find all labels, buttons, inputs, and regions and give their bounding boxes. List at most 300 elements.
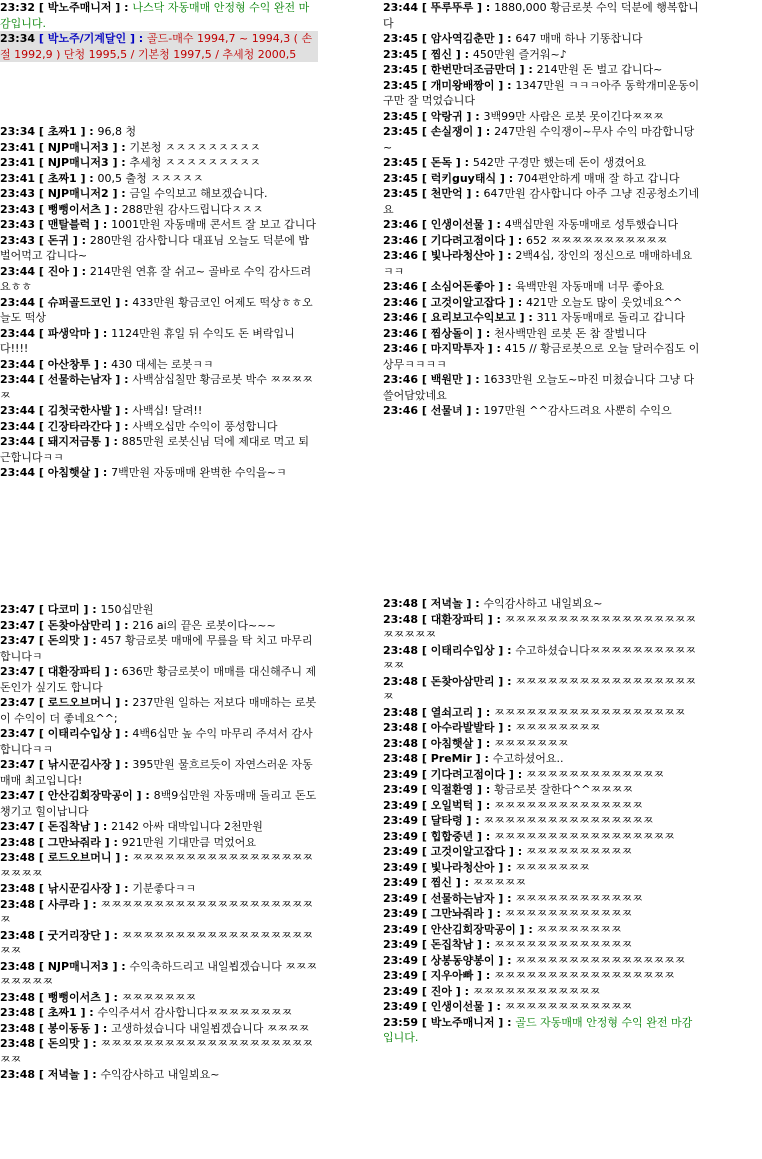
message-nickname[interactable]: [ 돈의맛 ] : [35, 634, 101, 647]
message-text: ㅉㅉㅉㅉㅉㅉㅉㅉㅉㅉㅉㅉㅉㅉㅉㅉㅉ [494, 969, 675, 982]
chat-message [383, 326, 701, 342]
message-time: 23:49 [383, 798, 419, 812]
chat-message [383, 248, 701, 279]
message-nickname[interactable]: [ 안산김회장막공이 ] : [35, 789, 154, 802]
message-time: 23:46 [383, 249, 419, 262]
message-nickname[interactable]: [ 안산김회장막공이 ] : [418, 922, 537, 936]
message-time: 23:48 [0, 882, 36, 895]
message-time: 23:48 [0, 1068, 36, 1081]
message-nickname[interactable]: [ 한번만더조금만더 ] : [418, 63, 537, 76]
message-text: 00,5 출청 ㅈㅈㅈㅈㅈ [97, 171, 204, 185]
chat-message [383, 875, 701, 891]
message-time: 23:44 [0, 404, 36, 417]
message-nickname[interactable]: [ 긴장타라간다 ] : [35, 419, 133, 433]
message-time: 23:47 [0, 758, 36, 771]
message-nickname[interactable]: [ 슈퍼골드코인 ] : [35, 295, 133, 309]
message-nickname[interactable]: [ 마지막투자 ] : [418, 342, 505, 355]
chat-panel-4 [383, 596, 701, 1046]
message-nickname[interactable]: [ 이태리수입상 ] : [418, 643, 516, 657]
chat-message [383, 295, 701, 311]
message-nickname[interactable]: [ 박노주/기계달인 ] : [35, 32, 148, 45]
message-time: 23:47 [0, 665, 36, 678]
message-text: 197만원 ^^감사드려요 사뿐히 수익으 [483, 404, 672, 417]
message-nickname[interactable]: [ 열쇠고리 ] : [418, 705, 495, 719]
message-nickname[interactable]: [ 사쿠라 ] : [35, 897, 101, 911]
message-nickname[interactable]: [ 악랑귀 ] : [418, 109, 484, 123]
message-nickname[interactable]: [ 로드오브머니 ] : [35, 696, 133, 709]
message-text: ㅉㅉㅉㅉㅉㅉㅉ [121, 990, 197, 1004]
message-nickname[interactable]: [ 낚시꾼김사장 ] : [35, 882, 133, 895]
message-time: 23:47 [0, 789, 36, 802]
message-nickname[interactable]: [ 진아 ] : [418, 984, 473, 998]
chat-message [0, 819, 318, 835]
message-nickname[interactable]: [ 그만놔줘라 ] : [418, 907, 505, 920]
message-time: 23:48 [383, 736, 419, 750]
message-nickname[interactable]: [ 선물하는남자 ] : [35, 373, 133, 386]
message-text: ㅉㅉㅉㅉㅉㅉㅉ [515, 860, 590, 874]
message-time: 23:46 [383, 311, 419, 324]
chat-message [383, 736, 701, 752]
message-text: ㅉㅉㅉㅉㅉ [472, 876, 527, 889]
chat-message [383, 0, 701, 31]
message-time: 23:43 [0, 202, 36, 216]
chat-message [0, 31, 318, 62]
message-nickname[interactable]: [ 개미왕배짱이 ] : [418, 78, 516, 92]
chat-message [383, 372, 701, 403]
chat-message [0, 140, 318, 156]
message-nickname[interactable]: [ 기다려고점이다 ] : [418, 767, 527, 781]
message-nickname[interactable]: [ 요리보고수익보고 ] : [418, 311, 537, 324]
message-text: 기분좋다ㅋㅋ [132, 882, 197, 895]
chat-message [383, 310, 701, 326]
message-nickname[interactable]: [ NJP매니저2 ] : [35, 187, 130, 200]
chat-message [0, 618, 318, 634]
message-time: 23:48 [0, 897, 36, 911]
message-text: ㅉㅉㅉㅉㅉㅉㅉㅉㅉㅉㅉㅉㅉㅉㅉㅉㅉㅉㅉㅉㅉㅉ [0, 1037, 314, 1066]
message-time: 23:48 [383, 597, 419, 610]
message-nickname[interactable]: [ 손실쟁이 ] : [418, 125, 495, 138]
chat-message [383, 674, 701, 705]
chat-message [383, 124, 701, 155]
message-text: ㅉㅉㅉㅉㅉㅉㅉㅉㅉㅉㅉㅉㅉㅉㅉㅉ [483, 814, 654, 827]
message-nickname[interactable]: [ 초짜1 ] : [35, 1006, 98, 1019]
message-nickname[interactable]: [ 대환장파티 ] : [418, 612, 505, 626]
message-text: 8백9십만원 자동매매 돌리고 돈도 챙기고 힐이납니다 [0, 789, 317, 818]
chat-message [0, 202, 318, 218]
message-time: 23:44 [0, 373, 36, 386]
message-time: 23:48 [383, 752, 419, 765]
message-text: 육백만원 자동매매 너무 좋아요 [515, 280, 665, 293]
message-nickname[interactable]: [ 박노주매니저 ] : [418, 1015, 516, 1029]
message-time: 23:48 [0, 959, 36, 973]
message-time: 23:46 [383, 326, 419, 340]
message-time: 23:49 [383, 953, 419, 967]
message-text: ㅉㅉㅉㅉㅉㅉㅉㅉㅉㅉㅉㅉㅉㅉㅉㅉ [515, 953, 686, 967]
message-nickname[interactable]: [ 그만놔줘라 ] : [35, 835, 122, 849]
message-time: 23:46 [383, 373, 419, 386]
message-nickname[interactable]: [ 아산창투 ] : [35, 357, 112, 371]
message-time: 23:48 [0, 928, 36, 942]
message-nickname[interactable]: [ 박노주매니저 ] : [35, 1, 133, 14]
chat-message [0, 959, 318, 990]
message-text: 추세청 ㅈㅈㅈㅈㅈㅈㅈㅈㅈ [129, 156, 261, 169]
message-nickname[interactable]: [ 뻥뻥이서츠 ] : [35, 202, 122, 216]
chat-panel-2 [383, 0, 701, 419]
message-text: ㅉㅉㅉㅉㅉㅉㅉㅉㅉㅉㅉㅉㅉㅉㅉㅉㅉㅉㅉㅉㅉㅉㅉ [383, 612, 697, 641]
chat-panel-3 [0, 602, 318, 1083]
message-nickname[interactable]: [ 로드오브머니 ] : [35, 851, 133, 864]
message-nickname[interactable]: [ 굿거리장단 ] : [35, 928, 122, 942]
message-nickname[interactable]: [ 찜신 ] : [418, 47, 473, 61]
chat-message [0, 633, 318, 664]
chat-message [383, 31, 701, 47]
message-nickname[interactable]: [ 돈찾아삼만리 ] : [35, 618, 133, 632]
message-nickname[interactable]: [ NJP매니저3 ] : [35, 959, 130, 973]
chat-message [0, 881, 318, 897]
message-text: 수익주셔서 감사합니다ㅉㅉㅉㅉㅉㅉㅉㅉ [97, 1006, 293, 1019]
chat-panel-1 [0, 0, 318, 481]
message-text: ㅉㅉㅉㅉㅉㅉㅉㅉㅉㅉㅉㅉ [515, 891, 643, 905]
message-nickname[interactable]: [ 돈찾아삼만리 ] : [418, 674, 516, 688]
message-time: 23:43 [0, 187, 36, 200]
message-time: 23:45 [383, 125, 419, 138]
message-text: 288만원 감사드립니다ㅈㅈㅈ [121, 202, 264, 216]
message-text: 647만원 감사합니다 아주 그냥 진공청소기네요 [383, 187, 700, 216]
message-time: 23:44 [0, 466, 36, 479]
message-time: 23:45 [383, 171, 419, 185]
message-text: 3백99만 사람은 로봇 못이긴다ㅉㅉㅉ [483, 109, 664, 123]
message-time: 23:47 [0, 618, 36, 632]
message-text: 황금로봇 잘한다^^ㅉㅉㅉㅉ [494, 783, 633, 796]
chat-message [0, 186, 318, 202]
message-time: 23:49 [383, 1000, 419, 1013]
chat-message [383, 279, 701, 295]
chat-message [0, 357, 318, 373]
message-time: 23:48 [383, 674, 419, 688]
message-nickname[interactable]: [ 뻥뻥이서츠 ] : [35, 990, 122, 1004]
message-time: 23:49 [383, 969, 419, 982]
message-nickname[interactable]: [ 뚜루뚜루 ] : [418, 1, 495, 14]
message-nickname[interactable]: [ 진아 ] : [35, 264, 90, 278]
chat-message [0, 217, 318, 233]
message-text: ㅉㅉㅉㅉㅉㅉㅉㅉㅉㅉㅉㅉㅉ [526, 767, 665, 781]
message-text: ㅉㅉㅉㅉㅉㅉㅉㅉㅉㅉㅉㅉㅉㅉㅉㅉㅉ [494, 829, 675, 843]
message-nickname[interactable]: [ 봉이동동 ] : [35, 1021, 112, 1035]
chat-message [383, 643, 701, 674]
message-time: 23:34 [0, 125, 36, 138]
chat-message [383, 844, 701, 860]
message-nickname[interactable]: [ 럭키guy태식 ] : [418, 171, 518, 185]
message-text: 311 자동매매로 돌리고 갑니다 [536, 311, 686, 324]
chat-message [383, 906, 701, 922]
message-nickname[interactable]: [ 아수라발발타 ] : [418, 721, 516, 734]
message-time: 23:48 [383, 643, 419, 657]
message-nickname[interactable]: [ 선물녀 ] : [418, 404, 484, 417]
message-nickname[interactable]: [ 빛나라청산아 ] : [418, 860, 516, 874]
message-text: ㅉㅉㅉㅉㅉㅉㅉㅉ [515, 721, 601, 734]
message-time: 23:45 [383, 47, 419, 61]
message-time: 23:46 [383, 295, 419, 309]
message-nickname[interactable]: [ 아침햇살 ] : [418, 736, 495, 750]
message-text: 647 매매 하나 기똥찹니다 [515, 32, 643, 45]
message-text: 395만원 물흐르듯이 자연스러운 자동매매 최고입니다! [0, 758, 313, 787]
message-nickname[interactable]: [ 저녁놀 ] : [418, 597, 484, 610]
message-nickname[interactable]: [ 파생악마 ] : [35, 326, 112, 340]
message-text: ㅉㅉㅉㅉㅉㅉㅉㅉㅉㅉㅉㅉㅉㅉㅉㅉㅉㅉㅉㅉ [0, 928, 314, 957]
chat-message [0, 372, 318, 403]
chat-message [383, 62, 701, 78]
message-nickname[interactable]: [ PreMir ] : [418, 752, 493, 765]
message-time: 23:44 [0, 435, 36, 448]
message-text: ㅉㅉㅉㅉㅉㅉㅉㅉㅉㅉㅉㅉㅉㅉㅉㅉㅉㅉ [383, 674, 697, 703]
message-text: 천사백만원 로봇 돈 참 잘벌니다 [494, 326, 647, 340]
message-nickname[interactable]: [ NJP매니저3 ] : [35, 140, 130, 154]
message-nickname[interactable]: [ 빛나라청산아 ] : [418, 249, 516, 262]
message-nickname[interactable]: [ 돈의맛 ] : [35, 1037, 101, 1050]
chat-message [0, 434, 318, 465]
message-nickname[interactable]: [ 김첫국한사발 ] : [35, 404, 133, 417]
message-text: 921만원 기대만큼 먹었어요 [121, 835, 257, 849]
message-text: ㅉㅉㅉㅉㅉㅉㅉㅉㅉㅉㅉㅉㅉㅉㅉㅉㅉㅉㅉㅉㅉ [0, 851, 314, 880]
message-time: 23:45 [383, 187, 419, 200]
message-nickname[interactable]: [ 달타령 ] : [418, 814, 484, 827]
message-time: 23:44 [0, 419, 36, 433]
chat-message [0, 602, 318, 618]
chat-message [383, 78, 701, 109]
message-text: 4백6십만 높 수익 마무리 주셔서 감사합니다ㅋㅋ [0, 727, 313, 756]
message-time: 23:45 [383, 156, 419, 169]
message-text: 421만 오늘도 많이 웃었네요^^ [526, 295, 683, 309]
message-nickname[interactable]: [ 선물하는남자 ] : [418, 891, 516, 905]
message-nickname[interactable]: [ 초짜1 ] : [35, 125, 98, 138]
chat-message [0, 419, 318, 435]
message-text: ㅉㅉㅉㅉㅉㅉㅉ [494, 736, 569, 750]
message-time: 23:44 [0, 264, 36, 278]
message-text: 1347만원 ㅋㅋㅋ아주 동학개미운동이구만 잘 먹었습니다 [383, 78, 700, 107]
message-text: 636만 황금로봇이 매매를 대신해주니 제돈인가 싶기도 합니다 [0, 665, 317, 694]
message-time: 23:45 [383, 32, 419, 45]
message-time: 23:48 [383, 721, 419, 734]
chat-message [0, 233, 318, 264]
message-nickname[interactable]: [ 백원만 ] : [418, 373, 484, 386]
message-time: 23:45 [383, 109, 419, 123]
message-text: 골드 자동매매 안정형 수익 완전 마감입니다. [383, 1015, 693, 1044]
message-time: 23:49 [383, 984, 419, 998]
message-nickname[interactable]: [ 돈집착남 ] : [35, 820, 112, 833]
message-nickname[interactable]: [ 찜상돌이 ] : [418, 326, 495, 340]
chat-message [0, 757, 318, 788]
message-nickname[interactable]: [ 돈집착남 ] : [418, 938, 495, 951]
message-text: 450만원 즐거워~♪ [472, 47, 567, 61]
chat-message [0, 155, 318, 171]
chat-message [0, 326, 318, 357]
message-nickname[interactable]: [ 힙합중년 ] : [418, 829, 495, 843]
message-text: ㅉㅉㅉㅉㅉㅉㅉㅉㅉㅉ [526, 845, 633, 858]
chat-message [0, 171, 318, 187]
message-text: 수고하셨어요.. [492, 752, 564, 765]
chat-message [0, 403, 318, 419]
message-nickname[interactable]: [ NJP매니저3 ] : [35, 156, 130, 169]
message-time: 23:45 [383, 78, 419, 92]
chat-message [0, 835, 318, 851]
message-time: 23:48 [0, 1006, 36, 1019]
message-nickname[interactable]: [ 저녁놀 ] : [35, 1068, 101, 1081]
message-text: 기본청 ㅈㅈㅈㅈㅈㅈㅈㅈㅈ [129, 140, 261, 154]
message-time: 23:43 [0, 233, 36, 247]
message-text: 150십만원 [100, 603, 154, 616]
message-text: 7백만원 자동매매 완벽한 수익을~ㅋ [111, 466, 287, 479]
message-nickname[interactable]: [ 찜신 ] : [418, 876, 473, 889]
chat-message [383, 798, 701, 814]
message-time: 23:41 [0, 156, 36, 169]
chat-message [383, 813, 701, 829]
message-nickname[interactable]: [ 익절환영 ] : [418, 783, 495, 796]
message-nickname[interactable]: [ 기다려고점이다 ] : [418, 233, 527, 247]
message-time: 23:47 [0, 696, 36, 709]
message-time: 23:49 [383, 938, 419, 951]
chat-message [383, 751, 701, 767]
message-text: 237만원 일하는 저보다 매매하는 로봇이 수익이 더 좋네요^^; [0, 696, 317, 725]
message-nickname[interactable]: [ 고것이알고잡다 ] : [418, 295, 527, 309]
message-text: 280만원 감사합니다 대표님 오늘도 덕분에 밥 벌어먹고 갑니다~ [0, 233, 310, 262]
message-nickname[interactable]: [ 돈귀 ] : [35, 233, 90, 247]
message-time: 23:34 [0, 32, 36, 45]
message-time: 23:44 [0, 295, 36, 309]
message-time: 23:48 [383, 705, 419, 719]
message-nickname[interactable]: [ 고것이알고잡다 ] : [418, 845, 527, 858]
chat-message [0, 850, 318, 881]
message-time: 23:45 [383, 63, 419, 76]
chat-message [0, 124, 318, 140]
chat-message [383, 720, 701, 736]
message-text: 430 대세는 로봇ㅋㅋ [111, 357, 214, 371]
message-nickname[interactable]: [ 상봉동양봉이 ] : [418, 953, 516, 967]
message-text: 수익감사하고 내일뵈요~ [100, 1068, 220, 1081]
message-time: 23:44 [0, 357, 36, 371]
message-nickname[interactable]: [ 천만억 ] : [418, 187, 484, 200]
chat-message [0, 897, 318, 928]
message-text: 214만원 돈 벌고 갑니다~ [536, 63, 663, 76]
message-time: 23:49 [383, 814, 419, 827]
message-time: 23:47 [0, 727, 36, 740]
message-text: 1124만원 휴일 뒤 수익도 돈 벼락입니다!!!! [0, 326, 295, 355]
message-text: 골드-매수 1994,7 ~ 1994,3 ( 손절 1992,9 ) 단청 1995,5 / 기본청 1997,5 / 추세청 2000,5 [0, 32, 313, 61]
chat-message [0, 664, 318, 695]
message-text: ㅉㅉㅉㅉㅉㅉㅉㅉㅉㅉㅉㅉㅉ [494, 938, 633, 951]
message-text: 216 ai의 끝은 로봇이다~~~ [132, 618, 276, 632]
message-text: 수익축하드리고 내일뵙겠습니다 ㅉㅉㅉㅉㅉㅉㅉㅉ [0, 959, 318, 988]
message-nickname[interactable]: [ 돈독 ] : [418, 156, 473, 169]
message-text: ㅉㅉㅉㅉㅉㅉㅉㅉㅉㅉㅉㅉ [504, 907, 633, 920]
chat-message [383, 155, 701, 171]
message-text: 사백삼십칠만 황금로봇 박수 ㅉㅉㅉㅉㅉ [0, 373, 313, 402]
message-time: 23:48 [0, 990, 36, 1004]
message-time: 23:49 [383, 922, 419, 936]
chat-message [383, 891, 701, 907]
message-time: 23:41 [0, 171, 36, 185]
message-text: ㅉㅉㅉㅉㅉㅉㅉㅉ [536, 922, 622, 936]
message-text: ㅉㅉㅉㅉㅉㅉㅉㅉㅉㅉㅉㅉ [504, 1000, 633, 1013]
message-text: ㅉㅉㅉㅉㅉㅉㅉㅉㅉㅉㅉㅉㅉㅉ [494, 798, 643, 812]
chat-message [383, 860, 701, 876]
message-time: 23:49 [383, 783, 419, 796]
message-time: 23:46 [383, 280, 419, 293]
message-text: 사백십! 달려!! [132, 404, 203, 417]
chat-message [383, 233, 701, 249]
message-time: 23:43 [0, 218, 36, 231]
message-text: 415 // 황금로봇으로 오늘 달러수집도 이상무ㅋㅋㅋㅋ [383, 342, 700, 371]
chat-message [383, 968, 701, 984]
message-nickname[interactable]: [ 돼지저금통 ] : [35, 435, 122, 448]
message-text: 214만원 연휴 잘 쉬고~ 골바로 수익 감사드려요ㅎㅎ [0, 264, 312, 293]
message-text: 나스닥 자동매매 안정형 수익 완전 마감입니다. [0, 1, 310, 30]
chat-message [0, 695, 318, 726]
chat-message [383, 999, 701, 1015]
chat-message [383, 984, 701, 1000]
message-time: 23:46 [383, 218, 419, 231]
message-text: 96,8 청 [97, 125, 137, 138]
chat-message [383, 47, 701, 63]
chat-message [0, 788, 318, 819]
message-nickname[interactable]: [ 지우아빠 ] : [418, 969, 495, 982]
message-nickname[interactable]: [ 대환장파티 ] : [35, 665, 122, 678]
chat-message [0, 1005, 318, 1021]
message-text: 247만원 수익쟁이~무사 수익 마감합니당~ [383, 125, 695, 154]
message-nickname[interactable]: [ 암사역김춘만 ] : [418, 32, 516, 45]
message-nickname[interactable]: [ 오일벅턱 ] : [418, 798, 495, 812]
message-nickname[interactable]: [ 인생이선물 ] : [418, 218, 505, 231]
chat-message [0, 1021, 318, 1037]
message-nickname[interactable]: [ 인생이선물 ] : [418, 1000, 505, 1013]
message-time: 23:47 [0, 820, 36, 833]
message-text: 433만원 황금코인 어제도 떡상ㅎㅎ오늘도 떡상 [0, 295, 313, 324]
message-time: 23:49 [383, 829, 419, 843]
chat-message [383, 596, 701, 612]
message-time: 23:47 [0, 634, 36, 647]
message-text: ㅉㅉㅉㅉㅉㅉㅉㅉㅉㅉㅉㅉ [472, 984, 601, 998]
message-time: 23:32 [0, 1, 36, 14]
message-nickname[interactable]: [ 맨탈블럭 ] : [35, 218, 112, 231]
message-nickname[interactable]: [ 이태리수입상 ] : [35, 727, 133, 740]
message-text: ㅉㅉㅉㅉㅉㅉㅉㅉㅉㅉㅉㅉㅉㅉㅉㅉㅉㅉ [494, 705, 686, 719]
message-nickname[interactable]: [ 아침햇살 ] : [35, 466, 112, 479]
message-time: 23:49 [383, 876, 419, 889]
message-nickname[interactable]: [ 낚시꾼김사장 ] : [35, 758, 133, 771]
message-time: 23:47 [0, 603, 36, 616]
message-time: 23:59 [383, 1015, 419, 1029]
chat-message [383, 829, 701, 845]
message-text: 542만 구경만 했는데 돈이 생겼어요 [472, 156, 647, 169]
message-nickname[interactable]: [ 다코미 ] : [35, 603, 101, 616]
chat-message [0, 465, 318, 481]
message-text: 2142 아싸 대박입니다 2천만원 [111, 820, 263, 833]
message-time: 23:48 [0, 851, 36, 864]
message-text: 1880,000 황금로봇 수익 덕분에 행복합니다 [383, 1, 699, 30]
message-time: 23:46 [383, 342, 419, 355]
message-nickname[interactable]: [ 초짜1 ] : [35, 171, 98, 185]
chat-message [383, 705, 701, 721]
message-text: 1001만원 자동매매 콘서트 잘 보고 갑니다 [111, 218, 317, 231]
chat-message [0, 264, 318, 295]
chat-message [0, 928, 318, 959]
message-time: 23:48 [0, 835, 36, 849]
message-nickname[interactable]: [ 소심어돈좋아 ] : [418, 280, 516, 293]
chat-message [383, 171, 701, 187]
message-time: 23:44 [0, 326, 36, 340]
message-text: 금일 수익보고 해보겠습니다. [129, 187, 268, 200]
chat-message [0, 1036, 318, 1067]
message-time: 23:48 [383, 612, 419, 626]
